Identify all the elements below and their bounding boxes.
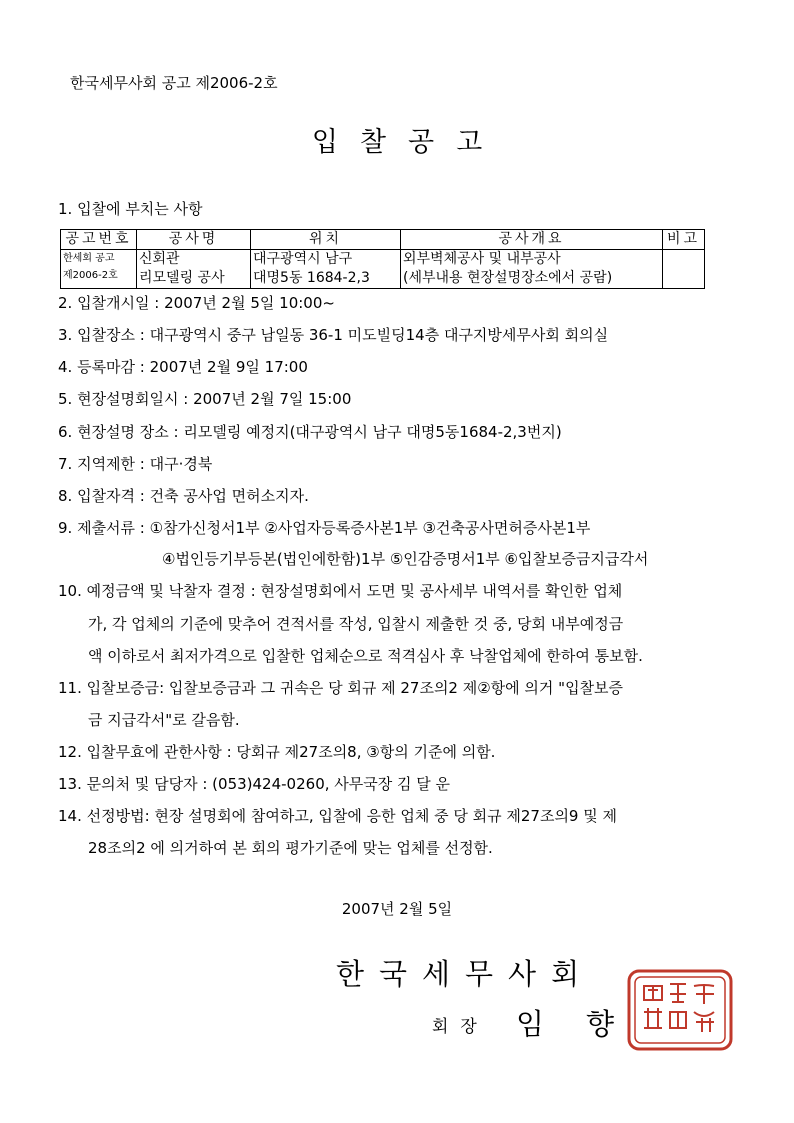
section-10-line1: 10. 예정금액 및 낙찰자 결정 : 현장설명회에서 도면 및 공사세부 내역서를 확인한 업체 [58, 582, 623, 600]
bid-table [60, 229, 705, 289]
section-2: 2. 입찰개시일 : 2007년 2월 5일 10:00~ [58, 294, 335, 312]
section-5: 5. 현장설명회일시 : 2007년 2월 7일 15:00 [58, 390, 352, 408]
header-location: 위치 [251, 230, 401, 250]
cell-remarks [663, 250, 705, 289]
section-4: 4. 등록마감 : 2007년 2월 9일 17:00 [58, 358, 308, 376]
header-notice-no: 공고번호 [61, 230, 137, 250]
header-project-name: 공사명 [137, 230, 251, 250]
header-remarks: 비고 [663, 230, 705, 250]
cell-project-name-line1: 신회관 [139, 251, 180, 267]
table-row [61, 250, 705, 289]
page-title: 입찰공고 [311, 127, 505, 158]
president-name: 임향 [516, 1007, 657, 1041]
cell-location [251, 250, 401, 289]
section-3: 3. 입찰장소 : 대구광역시 중구 남일동 36-1 미도빌딩14층 대구지방세무사회 회의실 [58, 326, 609, 344]
section-13: 13. 문의처 및 담당자 : (053)424-0260, 사무국장 김 달 운 [58, 775, 451, 793]
section-11-line2: 금 지급각서"로 갈음함. [88, 711, 240, 729]
section-10-line2: 가, 각 업체의 기준에 맞추어 견적서를 작성, 입찰시 제출한 것 중, 당회 내부예정금 [88, 615, 624, 633]
section-14-line1: 14. 선정방법: 현장 설명회에 참여하고, 입찰에 응한 업체 중 당 회규 제27조의9 및 제 [58, 807, 617, 825]
cell-notice-no-line1: 한세회 공고 [63, 253, 115, 264]
cell-notice-no-line2: 제2006-2호 [63, 270, 118, 281]
cell-overview [401, 250, 663, 289]
cell-location-line1: 대구광역시 남구 [253, 251, 353, 267]
section-1: 1. 입찰에 부치는 사항 [58, 200, 203, 218]
section-9-line2: ④법인등기부등본(법인에한함)1부 ⑤인감증명서1부 ⑥입찰보증금지급각서 [162, 550, 649, 568]
section-8: 8. 입찰자격 : 건축 공사업 면허소지자. [58, 487, 309, 505]
notice-number: 한국세무사회 공고 제2006-2호 [70, 74, 278, 92]
section-14-line2: 28조의2 에 의거하여 본 회의 평가기준에 맞는 업체를 선정함. [88, 839, 493, 857]
organization-name: 한국세무사회 [336, 957, 595, 991]
section-12: 12. 입찰무효에 관한사항 : 당회규 제27조의8, ③항의 기준에 의함. [58, 743, 496, 761]
cell-overview-line2: (세부내용 현장설명장소에서 공람) [403, 270, 613, 286]
section-11-line1: 11. 입찰보증금: 입찰보증금과 그 귀속은 당 회규 제 27조의2 제②항에 의거 "입찰보증 [58, 679, 624, 697]
official-seal-icon [626, 968, 734, 1052]
header-overview: 공사개요 [401, 230, 663, 250]
section-10-line3: 액 이하로서 최저가격으로 입찰한 업체순으로 적격심사 후 낙찰업체에 한하여 통보함. [88, 647, 643, 665]
table-header-row [61, 230, 705, 250]
section-6: 6. 현장설명 장소 : 리모델링 예정지(대구광역시 남구 대명5동1684-2,3번지) [58, 423, 562, 441]
cell-location-line2: 대명5동 1684-2,3 [253, 270, 370, 286]
cell-notice-no [61, 250, 137, 289]
cell-project-name [137, 250, 251, 289]
cell-project-name-line2: 리모델링 공사 [139, 270, 225, 286]
cell-overview-line1: 외부벽체공사 및 내부공사 [403, 251, 561, 267]
section-9-line1: 9. 제출서류 : ①참가신청서1부 ②사업자등록증사본1부 ③건축공사면허증사본1부 [58, 519, 591, 537]
issue-date: 2007년 2월 5일 [341, 900, 453, 918]
president-label: 회장 [432, 1017, 489, 1037]
section-7: 7. 지역제한 : 대구·경북 [58, 455, 213, 473]
